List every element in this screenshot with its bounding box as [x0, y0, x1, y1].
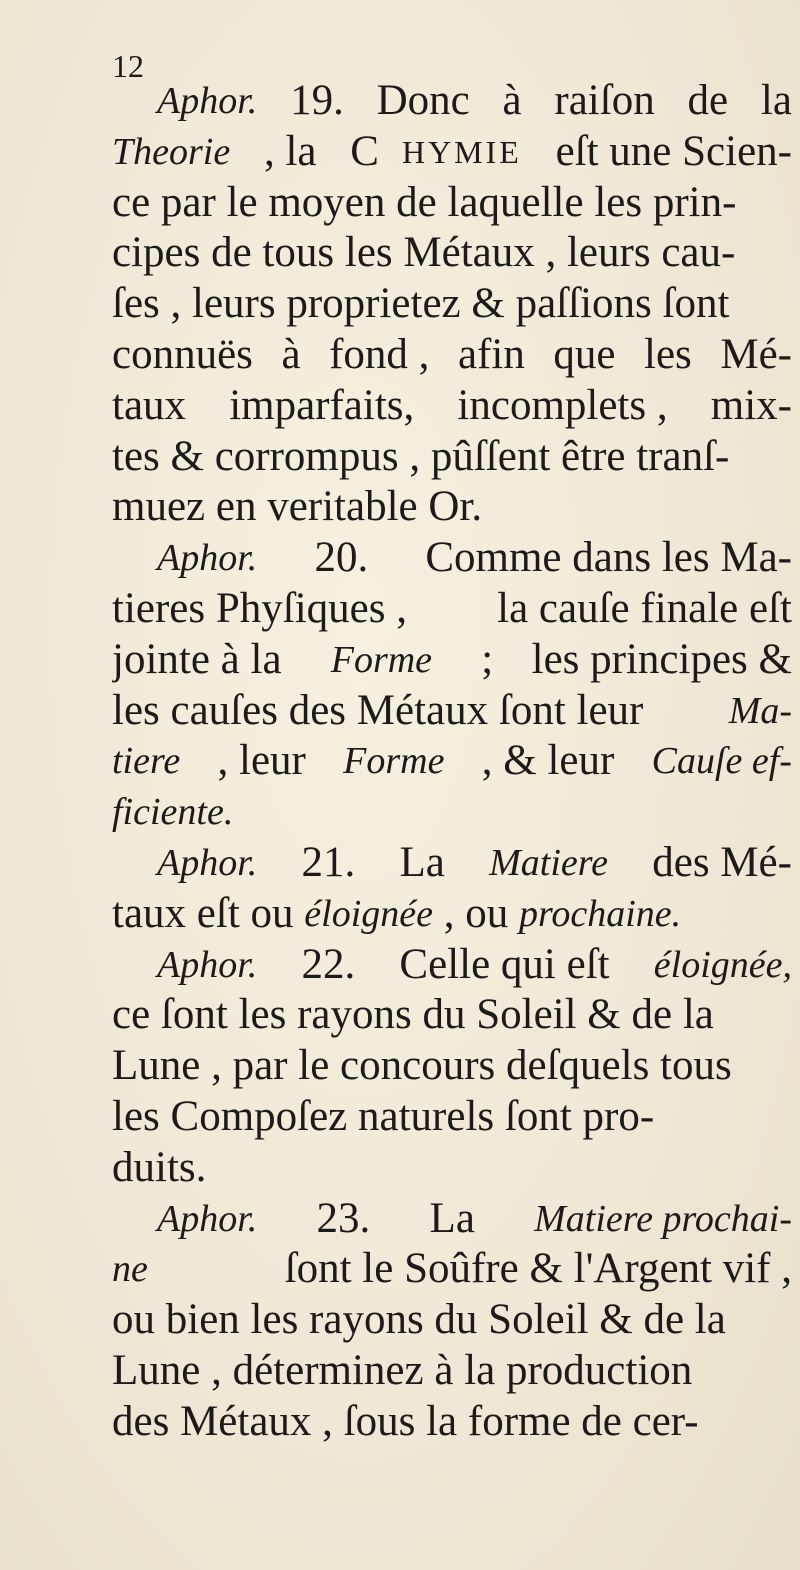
text-line: [112, 228, 792, 279]
text-segment: ce par le moyen de laquelle les prin-: [112, 178, 737, 226]
text-segment: muez en veritable Or.: [112, 483, 483, 531]
text-segment: , ou: [432, 889, 519, 937]
text-line: [112, 787, 792, 838]
text-segment: tes & corrompus , pûſſent être tranſ-: [112, 432, 730, 480]
text-segment: 21.: [290, 838, 367, 886]
text-line: [112, 76, 792, 127]
text-segment: 23.: [305, 1194, 382, 1242]
text-segment: des Métaux , ſous la forme de cer-: [112, 1397, 699, 1445]
text-segment: de: [676, 77, 739, 124]
text-segment: à: [491, 77, 533, 124]
text-segment: taux: [112, 381, 187, 429]
text-segment: afin: [457, 330, 525, 378]
text-segment: les Compoſez naturels ſont pro-: [112, 1092, 655, 1140]
text-segment: la cauſe finale eſt: [497, 584, 792, 632]
text-line: [112, 381, 792, 432]
text-line: [112, 330, 792, 381]
small-caps-text: HYMIE: [401, 133, 522, 170]
text-line: [112, 432, 792, 483]
text-segment: raiſon: [554, 77, 655, 124]
text-line: [112, 940, 792, 991]
page-number: 12: [112, 48, 144, 84]
text-segment: ou bien les rayons du Soleil & de la: [112, 1296, 726, 1344]
body-text: [112, 76, 792, 1448]
text-line: [112, 990, 792, 1041]
text-segment: eſt une Scien-: [544, 127, 792, 175]
italic-text: Aphor.: [157, 80, 258, 122]
text-segment: , & leur: [471, 737, 626, 785]
italic-text: ficiente.: [112, 791, 234, 834]
text-line: [112, 635, 792, 686]
text-segment: Comme dans les Ma-: [425, 534, 792, 582]
italic-text: Matiere: [489, 841, 608, 884]
text-segment: ;: [470, 635, 494, 683]
text-segment: jointe à la: [112, 635, 293, 683]
text-segment: Lune , déterminez à la production: [112, 1346, 693, 1394]
text-segment: duits.: [112, 1143, 207, 1191]
text-segment: 20.: [303, 534, 379, 582]
text-line: [112, 1346, 792, 1397]
text-segment: ſont le Soûfre & l'Argent vif ,: [273, 1245, 792, 1293]
text-line: [112, 1397, 792, 1448]
text-segment: 19.: [279, 77, 355, 124]
text-line: [112, 1295, 792, 1346]
text-line: [112, 686, 792, 737]
text-segment: ce ſont les rayons du Soleil & de la: [112, 991, 714, 1039]
text-line: [112, 1092, 792, 1143]
italic-text: Forme: [330, 638, 433, 681]
text-line: [112, 736, 792, 787]
text-line: [112, 1194, 792, 1245]
text-line: [112, 127, 792, 178]
text-segment: des Mé-: [641, 838, 792, 886]
italic-text: éloignée,: [653, 943, 792, 986]
text-line: [112, 178, 792, 229]
italic-text: tiere: [112, 740, 181, 783]
italic-text: Matiere prochai-: [534, 1197, 792, 1240]
italic-text: Cauſe ef-: [651, 740, 792, 783]
text-line: [112, 584, 792, 635]
text-line: [112, 889, 792, 940]
text-line: [112, 1041, 792, 1092]
text-line: [112, 482, 792, 533]
text-segment: cipes de tous les Métaux , leurs cau-: [112, 229, 736, 277]
text-segment: C: [350, 127, 379, 175]
italic-text: ne: [112, 1248, 148, 1291]
text-segment: les principes &: [531, 635, 792, 683]
italic-text: Ma-: [728, 689, 792, 732]
text-segment: taux eſt ou: [112, 889, 305, 937]
text-segment: connuës: [112, 330, 253, 378]
text-segment: que: [553, 330, 616, 378]
text-line: [112, 838, 792, 889]
text-segment: incomplets ,: [457, 381, 668, 429]
text-segment: fond ,: [329, 330, 430, 378]
text-line: [112, 1244, 792, 1295]
text-segment: La: [399, 838, 456, 886]
italic-text: prochaine.: [518, 892, 682, 935]
text-segment: Celle qui eſt: [399, 940, 621, 988]
text-segment: les cauſes des Métaux ſont leur: [112, 686, 655, 734]
text-segment: Lune , par le concours deſquels tous: [112, 1042, 732, 1090]
italic-text: Aphor.: [157, 943, 258, 986]
text-segment: la: [760, 77, 792, 124]
italic-text: Aphor.: [157, 841, 258, 884]
text-segment: , la: [253, 127, 328, 175]
text-line: [112, 1143, 792, 1194]
text-segment: , leur: [206, 737, 317, 785]
italic-text: Theorie: [112, 130, 231, 173]
text-segment: tieres Phyſiques ,: [112, 584, 407, 632]
text-line: [112, 533, 792, 584]
italic-text: éloignée: [304, 892, 433, 935]
text-segment: Mé-: [720, 330, 792, 378]
italic-text: Aphor.: [157, 1197, 258, 1240]
text-segment: à: [281, 330, 301, 378]
text-segment: Donc: [376, 77, 470, 124]
text-segment: mix-: [710, 381, 792, 429]
text-segment: La: [429, 1194, 486, 1242]
text-line: [112, 279, 792, 330]
text-segment: 22.: [290, 940, 366, 988]
text-segment: ſes , leurs proprietez & paſſions ſont: [112, 280, 730, 328]
italic-text: Forme: [343, 740, 445, 783]
italic-text: Aphor.: [157, 537, 258, 580]
text-segment: imparfaits,: [229, 381, 415, 429]
text-segment: les: [644, 330, 692, 378]
